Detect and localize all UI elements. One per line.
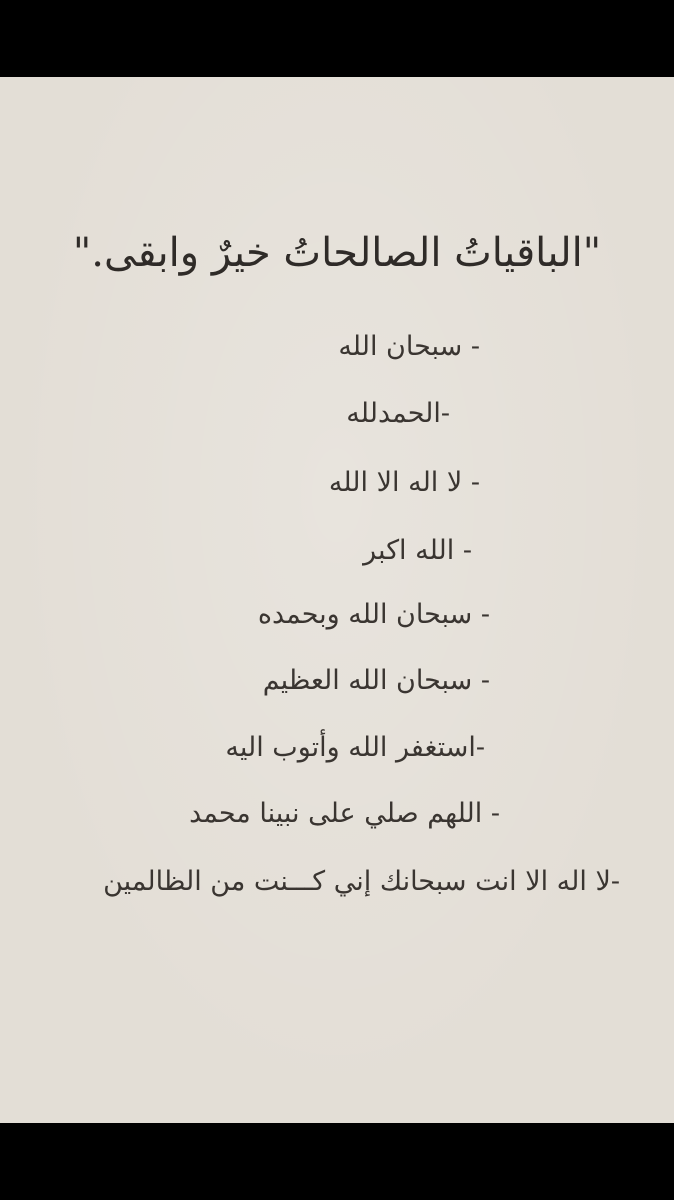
list-item: - سبحان الله	[338, 331, 480, 362]
list-item: -استغفر الله وأتوب اليه	[225, 732, 485, 763]
list-item: - سبحان الله وبحمده	[257, 599, 490, 630]
page-title: "الباقياتُ الصالحاتُ خيرٌ وابقى."	[72, 230, 602, 276]
list-item: - سبحان الله العظيم	[262, 665, 490, 696]
list-item: - اللهم صلي على نبينا محمد	[189, 798, 500, 829]
list-item: - لا اله الا الله	[328, 467, 480, 498]
list-item: -لا اله الا انت سبحانك إني كـــنت من الظالمين	[103, 866, 620, 897]
image-background	[0, 77, 674, 1123]
list-item: - الله اكبر	[363, 535, 472, 566]
list-item: -الحمدلله	[346, 398, 450, 429]
